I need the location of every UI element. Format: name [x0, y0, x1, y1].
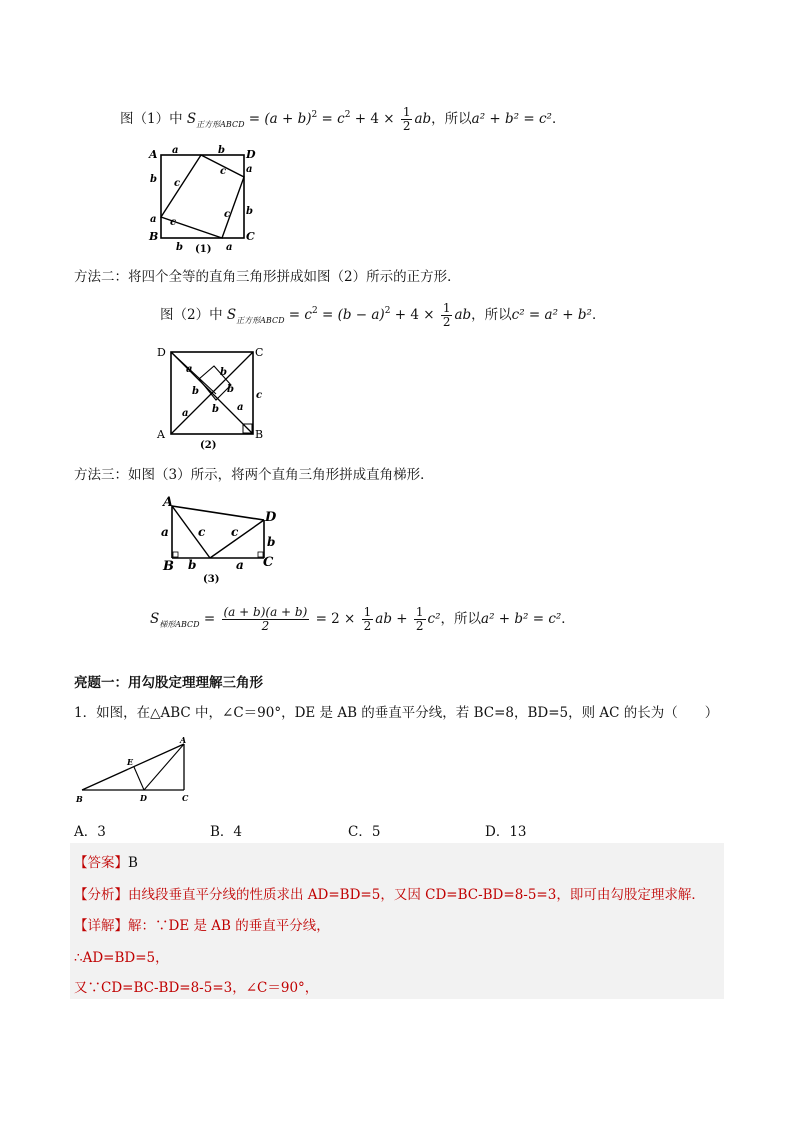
fig1-side-label: a — [172, 145, 179, 156]
figure-1 — [140, 142, 260, 254]
analysis-tag: 【分析】 — [74, 887, 128, 903]
exponent: 2 — [344, 110, 351, 120]
fig3-label-A: A — [163, 495, 174, 510]
fig3-caption: (3) — [203, 574, 220, 585]
expr-part: = 2 × — [315, 611, 356, 627]
fig3-top — [172, 506, 264, 520]
fig1-label-B: B — [149, 230, 159, 243]
period: ． — [591, 307, 606, 323]
fig1-hyp-label: c — [220, 166, 227, 177]
expr-part: = (b − a) — [317, 307, 385, 323]
option-c: C．5 — [348, 824, 381, 840]
expr-part: ab — [414, 111, 432, 127]
qfig-label-A: A — [180, 735, 187, 745]
method3-formula — [150, 606, 575, 634]
method2-formula — [160, 302, 605, 330]
fig2-caption: (2) — [200, 440, 217, 451]
area-subscript: 正方形ABCD — [196, 120, 245, 129]
fig3-label-C: C — [263, 555, 274, 570]
fig1-side-label: b — [150, 174, 157, 185]
answer-value: B — [128, 855, 138, 871]
fig2-side-label: c — [256, 390, 263, 401]
expr-part: ab + — [375, 611, 408, 627]
conclusion-word: ，所以 — [431, 111, 472, 127]
detail-text: 解：∵DE 是 AB 的垂直平分线， — [128, 918, 330, 934]
expr-part: + 4 × — [390, 307, 435, 323]
fig3-side-label: b — [267, 535, 276, 549]
figure-2 — [154, 342, 272, 452]
step-2: 又∵CD=BC-BD=8-5=3，∠C＝90°， — [74, 980, 319, 996]
figure-3 — [156, 494, 286, 586]
area-subscript: 正方形ABCD — [236, 316, 285, 325]
fig1-side-label: a — [246, 164, 253, 175]
section-title: 亮题一：用勾股定理理解三角形 — [74, 675, 263, 691]
question-text: 1．如图，在△ABC 中，∠C＝90°，DE 是 AB 的垂直平分线，若 BC=8，BD=5，则 AC 的长为（ ） — [74, 705, 719, 721]
fig2-side-label: a — [186, 364, 193, 375]
fig2-label-B: B — [255, 428, 264, 441]
qfig-label-B: B — [76, 794, 83, 804]
method1-prefix: 图（1）中 — [120, 111, 183, 127]
fig1-hyp-label: c — [174, 178, 181, 189]
fraction-trapezoid: $\frac{(a + b)(a + b)}{2}$ — [223, 605, 308, 633]
question-figure — [72, 734, 202, 806]
fig1-hyp-label: c — [170, 217, 177, 228]
fig2-side-label: a — [237, 402, 244, 413]
analysis-line — [74, 883, 705, 903]
fig1-caption: (1) — [195, 244, 212, 254]
expr-part: = (a + b) — [244, 111, 312, 127]
fig2-side-label: b — [220, 367, 227, 378]
equals: = — [203, 611, 216, 627]
option-a: A．3 — [74, 824, 106, 840]
method1-formula — [120, 106, 565, 134]
fig3-side-label: a — [236, 558, 244, 572]
period: ． — [561, 611, 575, 627]
fig3-hyp-label: c — [198, 525, 206, 539]
area-symbol: S — [226, 307, 237, 323]
qfig-AD — [144, 744, 184, 790]
detail-line — [74, 914, 330, 934]
fig3-hyp-label: c — [231, 525, 239, 539]
expr-part: = c — [284, 307, 312, 323]
answer-line — [74, 851, 138, 871]
fraction-half: $\frac{1}{2}$ — [415, 605, 424, 633]
qfig-label-E: E — [127, 757, 134, 767]
step-1: ∴AD=BD=5， — [74, 950, 169, 966]
conclusion-expr: c² = a² + b² — [511, 307, 592, 323]
fraction-half: $\frac{1}{2}$ — [442, 301, 451, 329]
qfig-label-D: D — [140, 793, 147, 803]
method2-title: 方法二：将四个全等的直角三角形拼成如图（2）所示的正方形． — [74, 269, 461, 285]
analysis-text: 由线段垂直平分线的性质求出 AD=BD=5，又因 CD=BC-BD=8-5=3，即可由勾股定理求解． — [128, 887, 705, 903]
option-d: D．13 — [485, 824, 527, 840]
conclusion-expr: a² + b² = c² — [481, 611, 562, 627]
detail-tag: 【详解】 — [74, 918, 128, 934]
area-subscript: 梯形ABCD — [159, 620, 200, 629]
fraction-half: $\frac{1}{2}$ — [363, 605, 372, 633]
fig2-label-A: A — [157, 428, 165, 441]
exponent: 2 — [311, 110, 318, 120]
fig2-side-label: b — [212, 404, 219, 415]
fig1-side-label: a — [150, 214, 157, 225]
expr-part: + 4 × — [350, 111, 395, 127]
fig3-right-angle — [173, 552, 178, 557]
area-symbol: S — [150, 611, 160, 627]
area-symbol: S — [186, 111, 197, 127]
fig2-label-C: C — [255, 346, 264, 359]
expr-part: = c — [317, 111, 345, 127]
qfig-label-C: C — [182, 793, 189, 803]
fig1-label-A: A — [149, 148, 158, 161]
fig3-side-label: b — [188, 558, 197, 572]
expr-part: ab — [454, 307, 472, 323]
fig1-side-label: b — [246, 206, 253, 217]
answer-tag: 【答案】 — [74, 855, 128, 871]
expr-part: c² — [427, 611, 441, 627]
fig1-label-C: C — [246, 230, 255, 243]
conclusion-word: ，所以 — [471, 307, 512, 323]
fig1-side-label: a — [226, 242, 233, 253]
exponent: 2 — [384, 306, 391, 316]
fig1-label-D: D — [246, 148, 256, 161]
fig2-side-label: a — [182, 408, 189, 419]
qfig-AB — [82, 744, 184, 790]
fig1-hyp-label: c — [224, 209, 231, 220]
conclusion-word: ，所以 — [440, 611, 482, 627]
fig1-side-label: b — [176, 242, 183, 253]
fig1-side-label: b — [218, 145, 225, 156]
fig2-side-label: b — [227, 384, 234, 395]
fig3-label-B: B — [163, 559, 174, 574]
fig2-label-D: D — [157, 346, 166, 359]
conclusion-expr: a² + b² = c² — [471, 111, 552, 127]
period: ． — [551, 111, 566, 127]
fig3-label-D: D — [265, 510, 277, 525]
fraction-half: $\frac{1}{2}$ — [402, 105, 411, 133]
qfig-DE — [134, 767, 144, 790]
fig2-side-label: b — [192, 386, 199, 397]
option-b: B．4 — [210, 824, 243, 840]
exponent: 2 — [311, 306, 318, 316]
method2-prefix: 图（2）中 — [160, 307, 223, 323]
fig3-side-label: a — [161, 525, 169, 539]
method3-title: 方法三：如图（3）所示，将两个直角三角形拼成直角梯形． — [74, 467, 434, 483]
